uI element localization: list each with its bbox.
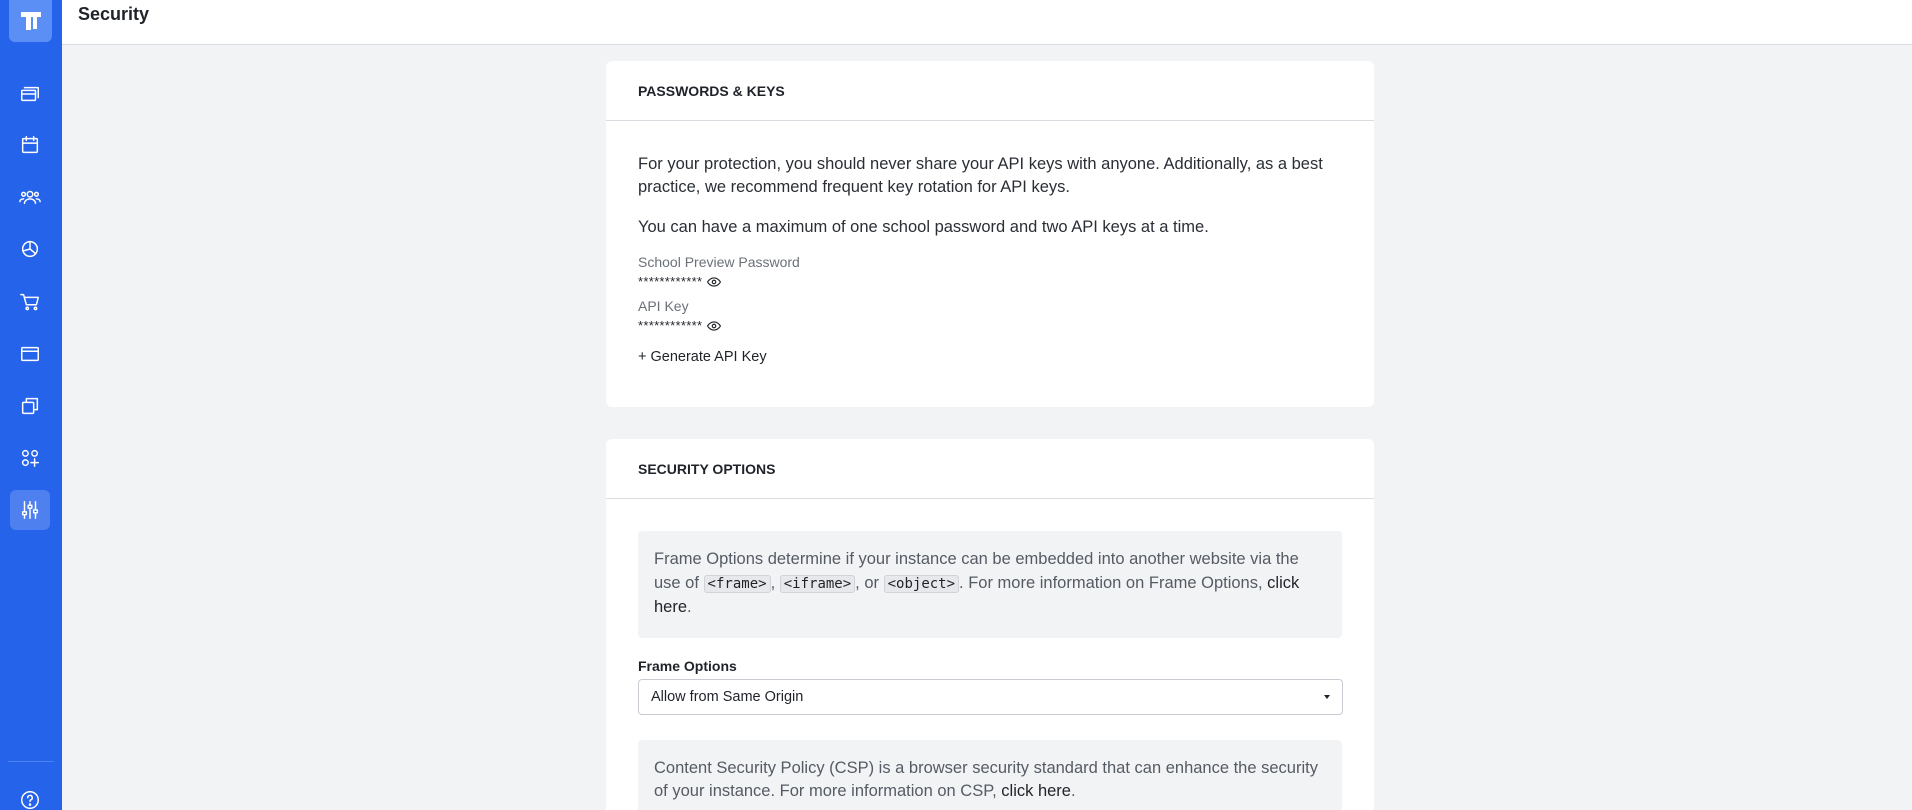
api-key-value: ************ [638,318,703,333]
csp-link[interactable]: click here [1001,782,1071,800]
school-password-field [638,254,1342,289]
csp-info-end: . [1070,782,1076,800]
frame-info-text: Frame Options determine if your instance can be embedded into another website via the use of [654,550,1299,592]
sidebar-item-apps[interactable] [10,438,50,478]
frame-options-link[interactable]: click here [654,573,1300,616]
api-keys-intro: For your protection, you should never share your API keys with anyone. Additionally, as a best practice, we recommend frequent key rotation for API keys. [638,155,1323,196]
sidebar-item-users[interactable] [10,177,50,217]
code-frame: <frame> [704,575,771,593]
cart-icon [19,291,41,313]
csp-info-text: Content Security Policy (CSP) is a browser security standard that can enhance the security of your instance. For more information on CSP, [654,758,1318,800]
api-key-label: API Key [638,298,689,314]
cards-icon [19,83,41,105]
csp-info [638,740,1342,810]
frame-options-info [638,531,1342,638]
logo-icon [19,9,43,33]
frame-info-text: . For more information on Frame Options, [959,573,1268,592]
pie-chart-icon [19,238,41,260]
apps-icon [19,447,41,469]
frame-options-select[interactable] [638,679,1343,715]
sidebar-item-analytics[interactable] [10,229,50,269]
copy-icon [19,395,41,417]
code-object: <object> [884,575,959,593]
sidebar-item-sales[interactable] [10,282,50,322]
api-key-field [638,298,1342,333]
eye-icon[interactable] [707,319,721,333]
frame-info-sep: , or [855,573,884,592]
sidebar-item-settings[interactable] [10,490,50,530]
sliders-icon [19,499,41,521]
school-password-value: ************ [638,274,703,289]
passwords-keys-card [606,61,1374,407]
security-options-card [606,439,1374,810]
help-icon [19,789,41,810]
frame-options-value: Allow from Same Origin [651,688,804,705]
top-bar [62,0,1912,45]
page-title: Security [78,4,150,24]
sidebar [0,0,62,810]
calendar-icon [19,134,41,156]
passwords-keys-title: PASSWORDS & KEYS [606,61,1374,121]
caret-down-icon [1324,695,1330,699]
users-icon [19,186,41,208]
sidebar-item-bundles[interactable] [10,386,50,426]
frame-info-sep: , [770,573,780,592]
app-logo[interactable] [9,0,52,42]
sidebar-item-calendar[interactable] [10,125,50,165]
eye-icon[interactable] [707,275,721,289]
sidebar-item-courses[interactable] [10,74,50,114]
sidebar-item-site[interactable] [10,334,50,374]
api-keys-limit: You can have a maximum of one school password and two API keys at a time. [638,218,1209,236]
browser-icon [19,343,41,365]
school-password-label: School Preview Password [638,254,800,270]
frame-options-label: Frame Options [638,657,737,674]
security-options-title: SECURITY OPTIONS [606,439,1374,499]
code-iframe: <iframe> [780,575,855,593]
frame-info-end: . [687,598,692,616]
generate-api-key-button[interactable]: + Generate API Key [638,349,767,365]
sidebar-divider [8,761,54,762]
sidebar-item-help[interactable] [10,780,50,810]
